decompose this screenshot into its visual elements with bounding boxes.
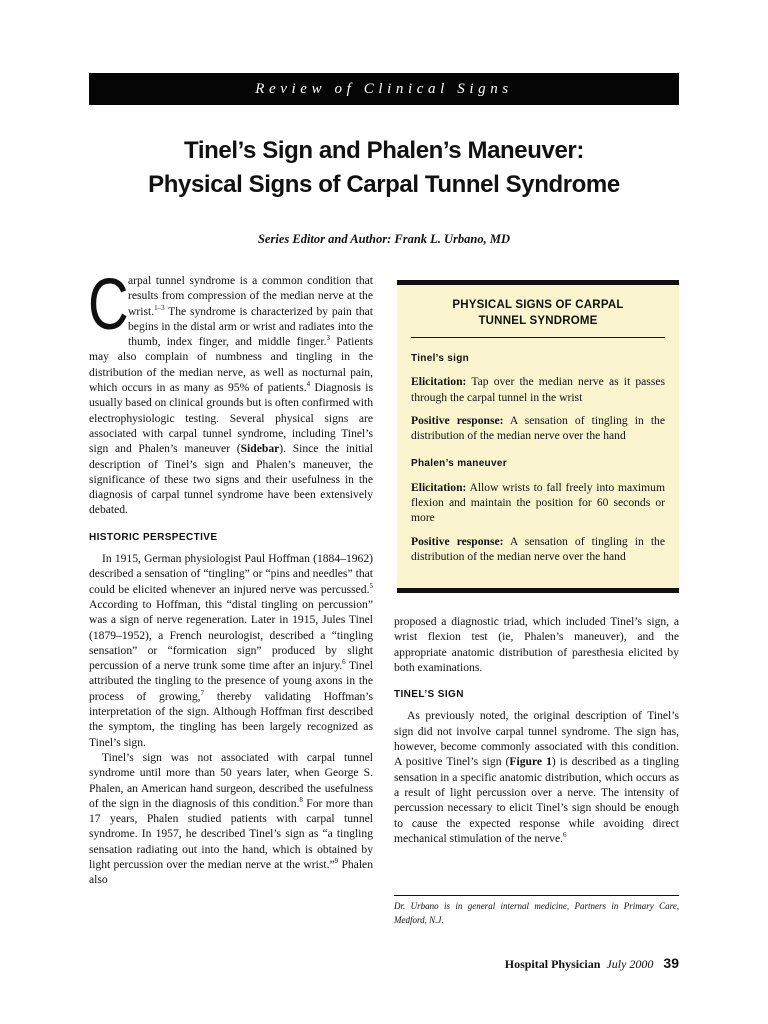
page-footer [505,955,679,972]
intro-text-b: The syndrome is characterized by pain that begins in the distal arm or wrist and radiates into the thumb, index finger, and middle finger. [128,304,373,349]
label: Positive response: [411,413,504,427]
citation: 9 [334,857,339,866]
citation: 5 [369,581,373,590]
right-column [394,614,679,846]
historic-text: Tinel attributed the tingling to the presence of young axons in the process of growing, [89,659,373,703]
body-text: As previously noted, the original description of Tinel’s sign did not involve carpal tunnel syndrome. The sign has, however, become commonly associated with this condition. A positive Tinel’s sign ( [394,709,679,769]
sidebar-phalen-response [411,534,665,565]
sidebar-title [411,285,665,338]
sidebar-title-line-2: TUNNEL SYNDROME [478,315,598,327]
citation: 1–3 [154,303,165,312]
label: Elicitation: [411,480,467,494]
article-title [60,134,708,202]
author-byline: Series Editor and Author: Frank L. Urbano, MD [257,232,511,246]
right-paragraph-1: proposed a diagnostic triad, which included Tinel’s sign, a wrist flexion test (ie, Phalen’s maneuver), and the appropriate anatomic distribution of paresthesia elicited by both examinations. [394,615,679,674]
sidebar-phalen-heading: Phalen’s maneuver [411,458,507,470]
historic-text: According to Hoffman, this “distal tingling on percussion” was a sign of nerve regeneration. Later in 1915, Jules Tinel (1879–1952), a French neurologist, described a “tingling sensation” or “formication sign” produced by slight percussion of a nerve trunk some time after an injury. [89,597,373,673]
label: Positive response: [411,534,504,548]
citation: 6 [563,831,567,839]
sidebar-tinel-response [411,413,665,444]
tinel-sign-heading: TINEL’S SIGN [394,689,464,701]
right-paragraph-2 [394,708,679,846]
intro-paragraph [88,265,374,518]
body-text: ) is described as a tingling sensation in a specific anatomic distribution, which occurs as a result of light percussion over a nerve. The intensity of percussion necessary to elicit Tinel’s sign should be enough to cause the expected response while avoiding direct mechanical stimulation of the nerve. [394,755,680,845]
historic-text: thereby validating Hoffman’s interpretation of the sign. Although Hoffman first described the symptom, the tingling has been largely recognized as Tinel’s sign. [89,689,373,749]
page-number: 39 [663,955,679,971]
historic-text: Phalen also [89,857,373,887]
sidebar-tinel-heading: Tinel’s sign [411,353,470,364]
figure-reference: Figure 1 [509,755,552,769]
value: Tap over the median nerve as it passes through the carpal tunnel in the wrist [411,375,665,404]
historic-text: Tinel’s sign was not associated with carpal tunnel syndrome until more than 50 years later, when George S. Phalen, an American hand surgeon, described the usefulness of the sign in the diagnosis of this condition. [89,750,373,810]
issue-date: July 2000 [606,957,654,971]
intro-text-c: Patients may also complain of numbness and tingling in the distribution of the median nerve, as well as nocturnal pain, which occurs in as many as 95% of patients. [89,335,373,395]
citation: 6 [342,658,346,667]
title-line-1: Tinel’s Sign and Phalen’s Maneuver: [184,137,584,164]
sidebar-reference: Sidebar [240,442,280,456]
author-footnote: Dr. Urbano is in general internal medicine, Partners in Primary Care, Medford, N.J. [394,901,679,925]
title-line-2: Physical Signs of Carpal Tunnel Syndrome [148,171,620,198]
section-banner: Review of Clinical Signs [89,73,679,105]
left-column [88,265,374,888]
drop-cap: C [88,265,129,345]
citation: 3 [326,334,331,343]
value: A sensation of tingling in the distribution of the median nerve over the hand [411,534,665,563]
historic-paragraph-2 [89,750,373,888]
sidebar-phalen-elicitation [411,480,665,526]
intro-text-a: arpal tunnel syndrome is a common condition that results from compression of the median nerve at the wrist. [128,274,373,318]
journal-name: Hospital Physician [504,957,601,971]
footnote-divider [394,895,679,896]
intro-text-d: Diagnosis is usually based on clinical grounds but is often confirmed with electrophysiologic testing. Several physical signs are associated with carpal tunnel syndrome, including Tinel’s sign and Phalen’s maneuver ( [89,381,373,456]
citation: 4 [306,380,311,389]
label: Elicitation: [411,375,467,389]
sidebar-tinel-elicitation [411,374,665,405]
historic-text: For more than 17 years, Phalen studied patients with carpal tunnel syndrome. In 1957, he described Tinel’s sign as “a tingling sensation radiating out into the hand, which is obtained by light percussion over the median nerve at the wrist.” [89,796,373,871]
historic-perspective-heading: HISTORIC PERSPECTIVE [89,531,218,543]
citation: 8 [299,795,303,804]
sidebar-title-line-1: PHYSICAL SIGNS OF CARPAL [452,299,624,311]
intro-text-e: ). Since the initial description of Tinel’s sign and Phalen’s maneuver, the significance of these two signs and their usefulness in the diagnosis of carpal tunnel syndrome have been extensively debated. [89,442,374,517]
historic-paragraph-1 [89,551,373,750]
value: Allow wrists to fall freely into maximum flexion and maintain the position for 60 seconds or more [411,480,665,525]
value: A sensation of tingling in the distribution of the median nerve over the hand [411,413,665,443]
sidebar-box [397,280,679,593]
citation: 7 [200,688,205,697]
historic-text: In 1915, German physiologist Paul Hoffman (1884–1962) described a sensation of “tingling” or “pins and needles” that could be elicited whenever an injured nerve was percussed. [89,552,373,596]
